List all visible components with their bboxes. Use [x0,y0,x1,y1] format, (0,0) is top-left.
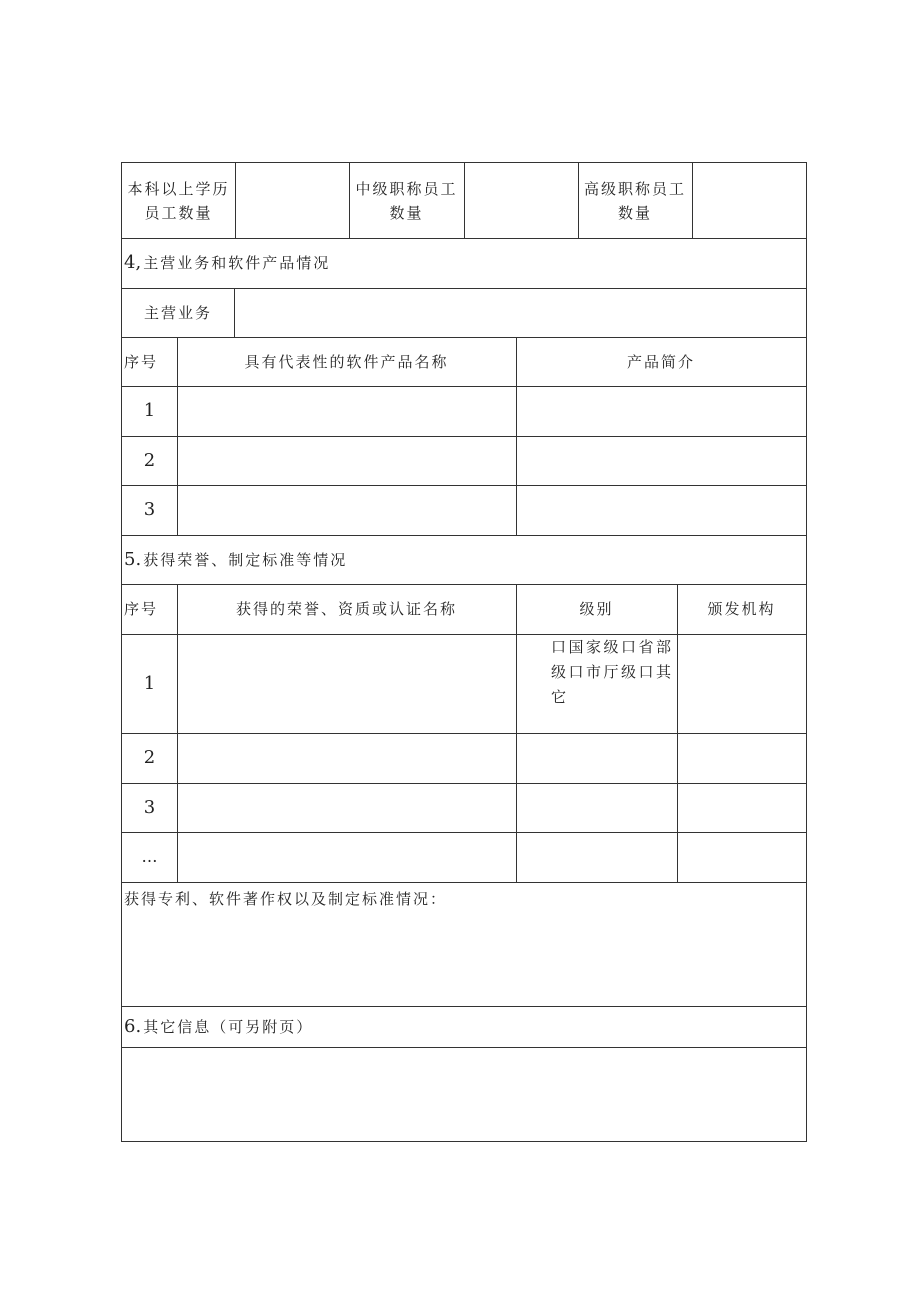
honor-level-options-line1: 口国家级口省部 [551,638,674,656]
section6-number: 6. [124,1015,142,1037]
product-row-seq: 3 [143,499,156,520]
honor-name-input[interactable] [177,783,516,832]
honor-issuer-input[interactable] [677,832,806,882]
honor-table-seq-header: 序号 [124,600,159,618]
product-row-seq: 2 [143,449,156,471]
section6-heading [122,1006,806,1047]
honor-row-seq: … [141,847,158,866]
honor-level-options-line3: 它 [551,688,569,706]
honor-issuer-input[interactable] [677,634,806,733]
honor-level-input[interactable] [516,783,677,832]
bachelor-staff-label [122,163,235,238]
honor-row-seq: 1 [143,672,156,694]
honor-issuer-input[interactable] [677,733,806,783]
honor-name-input[interactable] [177,634,516,733]
product-name-header: 具有代表性的软件产品名称 [244,352,449,371]
bachelor-staff-label-line2: 员工数量 [144,203,213,222]
product-intro-header: 产品简介 [626,352,695,371]
patent-section-label: 获得专利、软件著作权以及制定标准情况： [124,890,448,908]
honor-issuer-header: 颁发机构 [707,600,776,618]
honor-row-seq: 2 [143,747,156,768]
section5-heading [122,535,806,584]
product-intro-input[interactable] [516,485,806,535]
product-name-input[interactable] [177,485,516,535]
honor-level-options-line2: 级口市厅级口其 [551,663,674,681]
main-business-input[interactable] [234,288,806,337]
honor-name-input[interactable] [177,733,516,783]
registration-form-table [121,162,807,1142]
section4-heading [122,238,806,288]
product-intro-input[interactable] [516,436,806,485]
senior-title-staff-label-line1: 高级职称员工 [583,179,686,198]
honor-row-seq: 3 [143,796,156,818]
product-table-seq-header: 序号 [124,352,159,371]
bachelor-staff-label-line1: 本科以上学历 [127,179,230,198]
bachelor-staff-input[interactable] [235,163,349,238]
product-name-input[interactable] [177,386,516,436]
honor-level-options[interactable] [516,634,677,733]
honor-issuer-input[interactable] [677,783,806,832]
other-info-input[interactable] [122,1047,806,1141]
honor-name-input[interactable] [177,832,516,882]
honor-name-header: 获得的荣誉、资质或认证名称 [235,600,457,618]
main-business-label: 主营业务 [143,303,212,322]
senior-title-staff-label [578,163,692,238]
product-row-seq: 1 [143,400,156,421]
senior-title-staff-input[interactable] [692,163,806,238]
mid-title-staff-input[interactable] [464,163,578,238]
product-intro-input[interactable] [516,386,806,436]
section5-title: 获得荣誉、制定标准等情况 [143,550,348,569]
product-name-input[interactable] [177,436,516,485]
honor-level-input[interactable] [516,733,677,783]
mid-title-staff-label-line2: 数量 [389,203,424,222]
mid-title-staff-label-line1: 中级职称员工 [355,179,458,198]
section4-number: 4, [124,252,142,273]
honor-level-input[interactable] [516,832,677,882]
section5-number: 5. [124,548,142,570]
section4-title: 主营业务和软件产品情况 [143,254,331,272]
honor-level-header: 级别 [579,600,614,618]
mid-title-staff-label [349,163,464,238]
senior-title-staff-label-line2: 数量 [617,203,652,222]
section6-title: 其它信息（可另附页） [143,1017,314,1036]
patent-section[interactable] [122,882,806,1006]
